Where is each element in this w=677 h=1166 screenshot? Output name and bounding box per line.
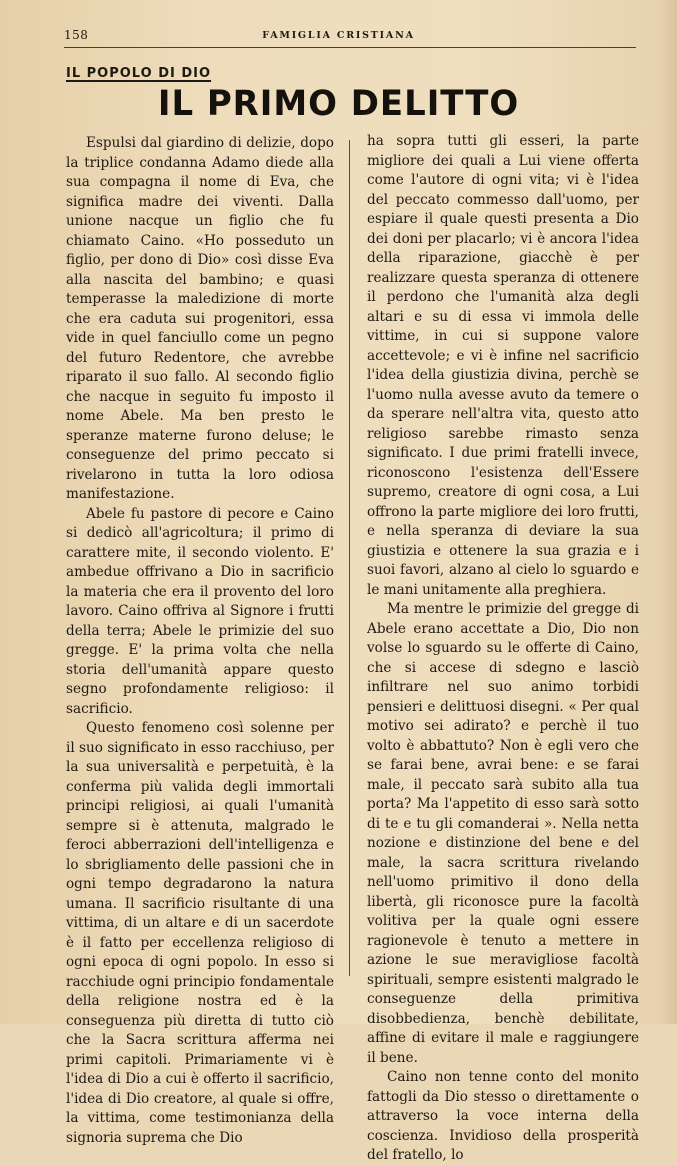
left-column <box>66 134 334 1148</box>
header-rule <box>64 47 636 48</box>
page-number: 158 <box>64 28 89 42</box>
paragraph: ha sopra tutti gli esseri, la parte migliore dei quali a Lui viene offerta come l'autore di ogni vita; vi è l'idea del peccato commesso dall'uomo, per espiare il quale questi presenta a Dio dei doni per placarlo; vi è ancora l'idea della riparazione, giacchè è per realizzare questa speranza di ottenere il perdono che l'umanità alza degli altari e su di essa vi immola delle vittime, in cui si suppone valore accettevole; e vi è infine nel sacrificio l'idea della giustizia divina, perchè se l'uomo nulla avesse avuto da temere o da sperare nell'altra vita, questo atto religioso sarebbe rimasto senza significato. I due primi fratelli invece, riconoscono l'esistenza dell'Essere supremo, creatore di ogni cosa, a Lui offrono la parte migliore dei loro frutti, e nella speranza di deviare la sua giustizia e ottenere la sua grazia e i suoi favori, alzano al cielo lo sguardo e le mani unitamente alla preghiera. <box>367 133 639 598</box>
paragraph: Questo fenomeno così solenne per il suo significato in esso racchiuso, per la sua universalità e perpetuità, è la conferma più valida degli immortali principi religiosi, ai quali l'umanità sempre si è attenuta, malgrado le feroci abberrazioni dell'intelligenza e lo sbrigliamento delle passioni che in ogni tempo degradarono la natura umana. Il sacrificio risultante di una vittima, di un altare e di un sacerdote è il fatto per eccellenza religioso di ogni epoca di ogni popolo. In esso si racchiude ogni principio fondamentale della religione nostra ed è la conseguenza più diretta di tutto ciò che la Sacra scrittura afferma nei primi capitoli. Primariamente vi è l'idea di Dio a cui è offerto il sacrificio, l'idea di Dio creatore, al quale si offre, la vittima, come testimonianza della signoria suprema che Dio <box>66 720 334 1146</box>
paragraph: Caino non tenne conto del monito fattogli da Dio stesso o direttamente o attraverso la voce interna della coscienza. Invidioso della prosperità del fratello, lo <box>367 1069 639 1163</box>
paragraph: Espulsi dal giardino di delizie, dopo la triplice condanna Adamo diede alla sua compagna il nome di Eva, che significa madre dei viventi. Dalla unione nacque un figlio che fu chiamato Caino. «Ho posseduto un figlio, per dono di Dio» così disse Eva alla nascita del bambino; e quasi temperasse la maledizione di morte che era caduta sui progenitori, essa vide in quel fanciullo come un pegno del futuro Redentore, che avrebbe riparato il suo fallo. Al secondo figlio che nacque in seguito fu imposto il nome Abele. Ma ben presto le speranze materne furono deluse; le conseguenze del primo peccato si rivelarono in tutta la loro odiosa manifestazione. <box>66 135 334 502</box>
section-label: IL POPOLO DI DIO <box>66 66 212 81</box>
page-edge-shade <box>659 0 677 1024</box>
paragraph: Ma mentre le primizie del gregge di Abele erano accettate a Dio, Dio non volse lo sguardo su le offerte di Caino, che si accese di sdegno e lasciò infiltrare nel suo animo torbidi pensieri e delittuosi disegni. « Per qual motivo sei adirato? e perchè il tuo volto è abbattuto? Non è egli vero che se farai bene, avrai bene: e se farai male, il peccato sarà subito alla tua porta? Ma l'appetito di esso sarà sotto di te e tu gli comanderai ». Nella netta nozione e distinzione del bene e del male, la sacra scrittura rivelando nell'uomo primitivo il dono della libertà, gli riconosce pure la facoltà volitiva per la quale ogni essere ragionevole è tenuto a mettere in azione le sue meravigliose facoltà spirituali, sempre esistenti malgrado le conseguenze della primitiva disobbedienza, benchè debilitate, affine di evitare il male e raggiungere il bene. <box>367 601 639 1066</box>
column-divider <box>349 140 350 976</box>
paragraph: Abele fu pastore di pecore e Caino si dedicò all'agricoltura; il primo di carattere mite, il secondo violento. E' ambedue offrivano a Dio in sacrificio la materia che era il provento del loro lavoro. Caino offriva al Signore i frutti della terra; Abele le primizie del suo gregge. E' la prima volta che nella storia dell'umanità appare questo segno profondamente religioso: il sacrificio. <box>66 505 334 717</box>
article-title: IL PRIMO DELITTO <box>157 84 520 124</box>
running-title: FAMIGLIA CRISTIANA <box>262 30 415 41</box>
right-column <box>367 132 639 1166</box>
